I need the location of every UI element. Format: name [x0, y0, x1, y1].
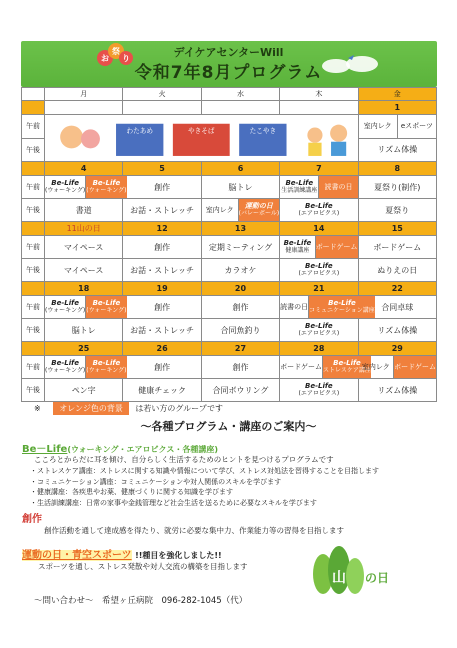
- cell-line: Be-Life: [51, 359, 79, 367]
- date-cell: 26: [123, 342, 201, 356]
- slot-label: 午前: [22, 296, 45, 319]
- cell-line: (バレーボール): [238, 210, 280, 217]
- date-cell: [45, 101, 123, 115]
- date-cell: 25: [45, 342, 123, 356]
- date-cell: 14: [280, 222, 358, 236]
- date-cell: 22: [358, 282, 436, 296]
- split-half: 読書の日: [280, 296, 309, 318]
- activity-cell: リズム体操: [358, 138, 436, 162]
- schedule-table: [21, 87, 437, 402]
- cell-line: 生活訓練講座: [281, 187, 318, 194]
- cell-line: Be-Life: [285, 179, 314, 187]
- cell-line: Be-Life: [92, 179, 121, 187]
- activity-cell: 創作: [123, 356, 201, 379]
- split-half: [86, 356, 126, 378]
- split-half: [280, 176, 319, 198]
- weekday-header-row: [22, 88, 437, 101]
- belife-intro: こころとからだに耳を傾け、自分らしく生活するためのヒントを見つけるプログラムです: [34, 455, 334, 464]
- sousaku-title: 創作: [22, 514, 42, 525]
- date-label-cell: [22, 282, 45, 296]
- activity-cell: 合同ボウリング: [201, 379, 279, 402]
- date-row: [22, 342, 437, 356]
- split-half: eスポーツ: [400, 122, 433, 131]
- svg-text:わたあめ: わたあめ: [126, 127, 153, 136]
- activity-cell: 夏祭り(制作): [358, 176, 436, 199]
- split-half: ボードゲーム: [394, 356, 436, 378]
- activity-cell: マイペース: [45, 259, 123, 282]
- am-row: [22, 296, 437, 319]
- activity-cell: [280, 356, 371, 379]
- facility-name: デイケアセンターWill: [173, 46, 284, 59]
- cell-line: (ウォーキング): [45, 187, 86, 194]
- activity-cell: ぬりえの日: [358, 259, 436, 282]
- activity-cell: [280, 319, 358, 342]
- pm-row: [22, 199, 437, 222]
- date-cell: 19: [123, 282, 201, 296]
- date-cell: 27: [201, 342, 279, 356]
- legend-text: は若い方のグループです: [135, 404, 224, 413]
- date-cell: 1: [358, 101, 436, 115]
- activity-cell: 健康チェック: [123, 379, 201, 402]
- split-half: 室内レク: [359, 115, 398, 138]
- legend-swatch: オレンジ色の背景: [53, 402, 129, 415]
- activity-cell: 書道: [45, 199, 123, 222]
- cell-line: Be-Life: [92, 299, 121, 307]
- activity-cell: 定期ミーティング: [201, 236, 279, 259]
- activity-cell: お話・ストレッチ: [123, 319, 201, 342]
- split-half: 読書の日: [319, 176, 357, 198]
- date-row: [22, 162, 437, 176]
- date-cell: 6: [201, 162, 279, 176]
- cell-line: Be-Life: [305, 382, 333, 390]
- activity-cell: [45, 356, 127, 379]
- contact-line: ～問い合わせ～ 希望ヶ丘病院 096-282-1045（代）: [34, 596, 248, 606]
- corner-cell: [22, 88, 45, 101]
- date-cell: 21: [280, 282, 358, 296]
- activity-cell: [358, 356, 436, 379]
- activity-cell: [45, 296, 127, 319]
- date-cell: 7: [280, 162, 358, 176]
- split-half: [45, 356, 86, 378]
- cell-line: Be-Life: [51, 179, 79, 187]
- cell-line: (エアロビクス): [298, 330, 340, 337]
- slot-label: 午後: [22, 319, 45, 342]
- split-cell: [359, 115, 436, 138]
- split-half: [45, 176, 86, 198]
- belife-list: [30, 466, 379, 508]
- cell-line: (エアロビクス): [298, 390, 340, 397]
- date-cell: 20: [201, 282, 279, 296]
- page-title: 令和7年8月プログラム: [134, 63, 323, 83]
- date-cell: 15: [358, 222, 436, 236]
- weekday-tue: 火: [123, 88, 201, 101]
- split-half: ボードゲーム: [316, 236, 358, 258]
- mountain-day-char: 山: [332, 570, 346, 586]
- activity-cell: 合同卓球: [358, 296, 436, 319]
- date-cell: 12: [123, 222, 201, 236]
- cell-line: (エアロビクス): [298, 270, 340, 277]
- activity-cell: リズム体操: [358, 379, 436, 402]
- activity-cell: 脳トレ: [45, 319, 123, 342]
- split-cell: [280, 356, 371, 378]
- cell-line: Be-Life: [92, 359, 121, 367]
- activity-cell: [280, 259, 358, 282]
- belife-item: ・コミュニケーション講座：コミュニケーションや対人関係のスキルを学びます: [30, 477, 282, 486]
- badge-char: 祭: [112, 47, 120, 56]
- split-cell: [45, 176, 127, 198]
- cell-line: Be-Life: [51, 299, 79, 307]
- am-row: [22, 176, 437, 199]
- mountain-day-logo-icon: [303, 548, 393, 602]
- split-cell: [280, 236, 357, 258]
- date-cell: [201, 101, 279, 115]
- date-cell: 28: [280, 342, 358, 356]
- activity-cell: ペン字: [45, 379, 123, 402]
- sports-text: スポーツを通し、ストレス発散や対人交流の構築を目指します: [38, 562, 248, 571]
- cell-line: 健康講座: [285, 247, 310, 254]
- split-cell: [202, 199, 279, 221]
- date-cell: [123, 101, 201, 115]
- activity-cell: [280, 199, 358, 222]
- sousaku-text: 創作活動を通して達成感を得たり、就労に必要な集中力、作業能力等の習得を目指します: [44, 526, 344, 535]
- sports-heading: [22, 546, 222, 561]
- split-cell: [280, 176, 357, 198]
- activity-cell: お話・ストレッチ: [123, 259, 201, 282]
- belife-item: ・ストレスケア講座：ストレスに関する知識や情報について学び、ストレス対処法を習得することを目指します: [30, 467, 379, 475]
- activity-cell: お話・ストレッチ: [123, 199, 201, 222]
- belife-item: ・生活訓練講座：日常の家事や金銭管理など社会生活を送るために必要なスキルを学びます: [30, 498, 317, 507]
- am-row: [22, 356, 437, 379]
- pm-row: [22, 259, 437, 282]
- date-label-cell: [22, 222, 45, 236]
- cell-line: コミュニケーション講座: [309, 307, 375, 314]
- activity-cell: [201, 199, 279, 222]
- programs-title: ～各種プログラム・講座のご案内～: [140, 420, 317, 433]
- am-row: [22, 236, 437, 259]
- weekday-thu: 木: [280, 88, 358, 101]
- split-half: [45, 296, 86, 318]
- cell-line: Be-Life: [328, 299, 356, 307]
- date-cell: 4: [45, 162, 123, 176]
- split-half: [309, 296, 375, 318]
- weekday-mon: 月: [45, 88, 123, 101]
- festival-stalls-icon: [45, 115, 358, 159]
- activity-cell: 創作: [123, 236, 201, 259]
- mountain-day-label: の日: [364, 571, 390, 585]
- slot-label: 午前: [22, 236, 45, 259]
- activity-cell: 創作: [201, 356, 279, 379]
- date-label-cell: [22, 162, 45, 176]
- date-row: [22, 282, 437, 296]
- cell-line: Be-Life: [305, 262, 333, 270]
- split-half: [86, 296, 126, 318]
- belife-item: ・健康講座：各疾患やお薬、健康づくりに関する知識を学びます: [30, 488, 233, 496]
- date-row: [22, 222, 437, 236]
- pm-row: [22, 379, 437, 402]
- svg-text:たこやき: たこやき: [249, 127, 277, 136]
- cell-line: (ウォーキング): [45, 307, 86, 314]
- split-cell: [45, 356, 127, 378]
- activity-cell: 脳トレ: [201, 176, 279, 199]
- festival-illustration: [45, 115, 359, 162]
- sports-tail: !!種目を強化しました!!: [135, 551, 222, 560]
- date-label-cell: [22, 101, 45, 115]
- date-row: [22, 101, 437, 115]
- clouds-icon: [318, 52, 388, 76]
- weekday-fri: 金: [358, 88, 436, 101]
- activity-cell: 創作: [123, 176, 201, 199]
- activity-cell: 創作: [123, 296, 201, 319]
- pm-row: [22, 319, 437, 342]
- activity-cell: [45, 176, 127, 199]
- cell-line: (エアロビクス): [298, 210, 340, 217]
- cell-line: (ウォーキング): [45, 367, 86, 374]
- slot-label: 午前: [22, 356, 45, 379]
- cell-line: (ウォーキング): [86, 367, 127, 374]
- activity-cell: ボードゲーム: [358, 236, 436, 259]
- date-cell: 13: [201, 222, 279, 236]
- activity-cell: カラオケ: [201, 259, 279, 282]
- activity-cell: [358, 115, 436, 139]
- activity-cell: 夏祭り: [358, 199, 436, 222]
- belife-heading: [22, 440, 218, 455]
- svg-text:やきそば: やきそば: [188, 127, 215, 136]
- legend-mark: ※: [34, 404, 41, 413]
- date-cell: 29: [358, 342, 436, 356]
- badge-char: お: [101, 54, 109, 63]
- belife-subtitle: (ウォーキング・エアロビクス・各種講座): [67, 445, 219, 454]
- activity-cell: 創作: [201, 296, 279, 319]
- activity-cell: [280, 379, 358, 402]
- split-cell: [359, 356, 436, 378]
- slot-label: 午後: [22, 199, 45, 222]
- cell-line: Be-Life: [305, 202, 333, 210]
- date-cell: 11山の日: [45, 222, 123, 236]
- cell-line: Be-Life: [333, 359, 361, 367]
- cell-line: (ウォーキング): [86, 307, 127, 314]
- cell-line: ストレスケア講座: [323, 367, 371, 374]
- split-half: [239, 199, 280, 221]
- split-half: 室内レク: [202, 199, 239, 221]
- activity-cell: [280, 296, 375, 319]
- date-label-cell: [22, 342, 45, 356]
- split-half: [86, 176, 126, 198]
- split-cell: [280, 296, 375, 318]
- cell-line: 運動の日: [244, 202, 273, 210]
- weekday-wed: 水: [201, 88, 279, 101]
- cell-line: (ウォーキング): [86, 187, 127, 194]
- slot-label: 午後: [22, 379, 45, 402]
- activity-cell: [280, 176, 358, 199]
- split-half: [280, 236, 316, 258]
- date-cell: 18: [45, 282, 123, 296]
- slot-label: 午後: [22, 259, 45, 282]
- split-half: ボードゲーム: [280, 356, 323, 378]
- slot-label: 午前: [22, 115, 45, 139]
- cell-line: Be-Life: [283, 239, 312, 247]
- slot-label: 午前: [22, 176, 45, 199]
- activity-cell: マイペース: [45, 236, 123, 259]
- date-cell: [280, 101, 358, 115]
- activity-cell: リズム体操: [358, 319, 436, 342]
- split-half: 室内レク: [359, 356, 395, 378]
- belife-title: Be－Life: [22, 444, 68, 455]
- split-cell: [45, 296, 127, 318]
- date-cell: 5: [123, 162, 201, 176]
- am-row: [22, 115, 437, 139]
- cell-line: Be-Life: [305, 322, 333, 330]
- sports-title: 運動の日・青空スポーツ: [22, 550, 132, 561]
- activity-cell: [280, 236, 358, 259]
- date-cell: 8: [358, 162, 436, 176]
- slot-label: 午後: [22, 138, 45, 162]
- badge-char: り: [122, 54, 130, 63]
- legend: [34, 402, 223, 415]
- activity-cell: 合同魚釣り: [201, 319, 279, 342]
